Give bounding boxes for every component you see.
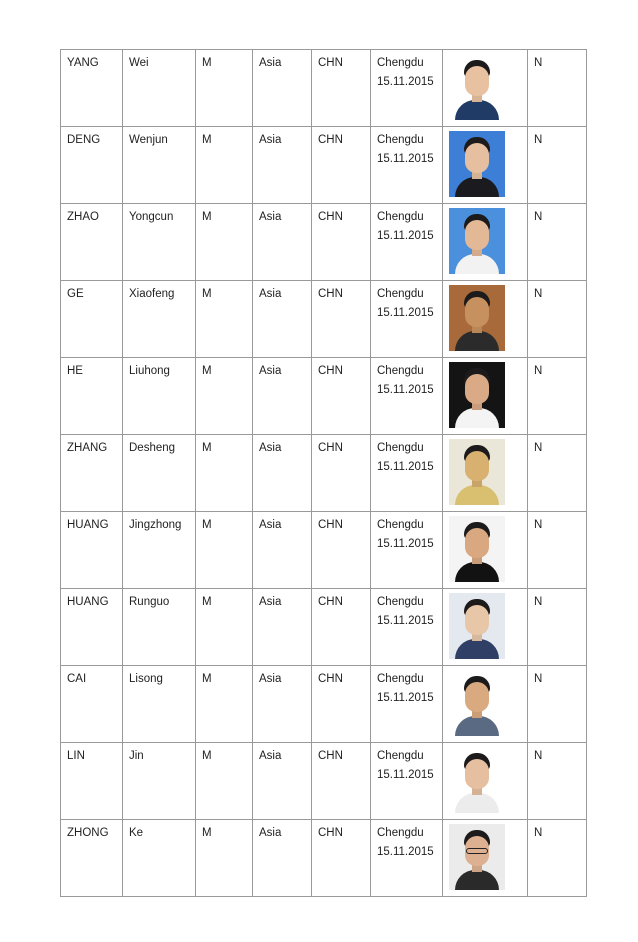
portrait-photo — [449, 516, 505, 582]
given-name-cell: Xiaofeng — [123, 281, 196, 358]
sex-cell: M — [196, 358, 253, 435]
given-name-cell: Jin — [123, 743, 196, 820]
given-name-cell: Liuhong — [123, 358, 196, 435]
flag-cell: N — [528, 435, 587, 512]
glasses-icon — [466, 848, 488, 854]
photo-face — [465, 451, 489, 481]
country-cell: CHN — [312, 358, 371, 435]
table-row — [61, 512, 587, 589]
region-cell: Asia — [253, 820, 312, 897]
date-text: 15.11.2015 — [377, 153, 434, 165]
surname-cell: YANG — [61, 50, 123, 127]
place-date-cell — [371, 435, 443, 512]
surname-cell: LIN — [61, 743, 123, 820]
city-text: Chengdu — [377, 519, 424, 531]
country-cell: CHN — [312, 512, 371, 589]
given-name-cell: Desheng — [123, 435, 196, 512]
flag-cell: N — [528, 666, 587, 743]
sex-cell: M — [196, 435, 253, 512]
surname-cell: ZHONG — [61, 820, 123, 897]
given-name-cell: Wenjun — [123, 127, 196, 204]
place-date-cell — [371, 512, 443, 589]
table-row — [61, 666, 587, 743]
region-cell: Asia — [253, 358, 312, 435]
photo-cell — [443, 820, 528, 897]
country-cell: CHN — [312, 435, 371, 512]
country-cell: CHN — [312, 743, 371, 820]
sex-cell: M — [196, 820, 253, 897]
portrait-photo — [449, 747, 505, 813]
date-text: 15.11.2015 — [377, 307, 434, 319]
region-cell: Asia — [253, 50, 312, 127]
city-text: Chengdu — [377, 673, 424, 685]
portrait-photo — [449, 593, 505, 659]
portrait-photo — [449, 439, 505, 505]
table-row — [61, 589, 587, 666]
surname-cell: DENG — [61, 127, 123, 204]
table-row — [61, 358, 587, 435]
photo-cell — [443, 512, 528, 589]
photo-cell — [443, 435, 528, 512]
photo-face — [465, 374, 489, 404]
region-cell: Asia — [253, 435, 312, 512]
photo-cell — [443, 743, 528, 820]
place-date-cell — [371, 127, 443, 204]
portrait-photo — [449, 285, 505, 351]
portrait-photo — [449, 824, 505, 890]
city-text: Chengdu — [377, 442, 424, 454]
place-date-cell — [371, 358, 443, 435]
flag-cell: N — [528, 281, 587, 358]
surname-cell: ZHANG — [61, 435, 123, 512]
sex-cell: M — [196, 281, 253, 358]
country-cell: CHN — [312, 50, 371, 127]
table-row — [61, 743, 587, 820]
sex-cell: M — [196, 204, 253, 281]
roster-table — [60, 49, 587, 897]
table-row — [61, 204, 587, 281]
place-date-cell — [371, 820, 443, 897]
sex-cell: M — [196, 512, 253, 589]
given-name-cell: Jingzhong — [123, 512, 196, 589]
photo-face — [465, 220, 489, 250]
place-date-cell — [371, 50, 443, 127]
country-cell: CHN — [312, 666, 371, 743]
city-text: Chengdu — [377, 365, 424, 377]
photo-face — [465, 682, 489, 712]
place-date-cell — [371, 666, 443, 743]
surname-cell: CAI — [61, 666, 123, 743]
sex-cell: M — [196, 50, 253, 127]
date-text: 15.11.2015 — [377, 230, 434, 242]
place-date-cell — [371, 204, 443, 281]
date-text: 15.11.2015 — [377, 615, 434, 627]
flag-cell: N — [528, 820, 587, 897]
photo-cell — [443, 281, 528, 358]
photo-cell — [443, 589, 528, 666]
given-name-cell: Lisong — [123, 666, 196, 743]
surname-cell: HUANG — [61, 512, 123, 589]
flag-cell: N — [528, 127, 587, 204]
given-name-cell: Yongcun — [123, 204, 196, 281]
city-text: Chengdu — [377, 211, 424, 223]
given-name-cell: Runguo — [123, 589, 196, 666]
photo-face — [465, 605, 489, 635]
country-cell: CHN — [312, 820, 371, 897]
date-text: 15.11.2015 — [377, 76, 434, 88]
photo-cell — [443, 358, 528, 435]
date-text: 15.11.2015 — [377, 846, 434, 858]
table-row — [61, 127, 587, 204]
date-text: 15.11.2015 — [377, 461, 434, 473]
photo-cell — [443, 666, 528, 743]
portrait-photo — [449, 131, 505, 197]
region-cell: Asia — [253, 743, 312, 820]
flag-cell: N — [528, 589, 587, 666]
country-cell: CHN — [312, 204, 371, 281]
place-date-cell — [371, 589, 443, 666]
table-row — [61, 281, 587, 358]
flag-cell: N — [528, 204, 587, 281]
region-cell: Asia — [253, 204, 312, 281]
region-cell: Asia — [253, 512, 312, 589]
place-date-cell — [371, 281, 443, 358]
city-text: Chengdu — [377, 750, 424, 762]
city-text: Chengdu — [377, 596, 424, 608]
sex-cell: M — [196, 666, 253, 743]
photo-face — [465, 66, 489, 96]
photo-cell — [443, 127, 528, 204]
portrait-photo — [449, 54, 505, 120]
city-text: Chengdu — [377, 134, 424, 146]
surname-cell: GE — [61, 281, 123, 358]
surname-cell: HE — [61, 358, 123, 435]
portrait-photo — [449, 670, 505, 736]
table-row — [61, 50, 587, 127]
photo-face — [465, 759, 489, 789]
date-text: 15.11.2015 — [377, 538, 434, 550]
region-cell: Asia — [253, 281, 312, 358]
flag-cell: N — [528, 512, 587, 589]
date-text: 15.11.2015 — [377, 692, 434, 704]
photo-face — [465, 297, 489, 327]
region-cell: Asia — [253, 666, 312, 743]
flag-cell: N — [528, 743, 587, 820]
roster-body — [61, 50, 587, 897]
country-cell: CHN — [312, 589, 371, 666]
sex-cell: M — [196, 589, 253, 666]
country-cell: CHN — [312, 281, 371, 358]
date-text: 15.11.2015 — [377, 384, 434, 396]
sex-cell: M — [196, 127, 253, 204]
table-row — [61, 435, 587, 512]
city-text: Chengdu — [377, 827, 424, 839]
place-date-cell — [371, 743, 443, 820]
surname-cell: ZHAO — [61, 204, 123, 281]
photo-cell — [443, 204, 528, 281]
portrait-photo — [449, 208, 505, 274]
portrait-photo — [449, 362, 505, 428]
date-text: 15.11.2015 — [377, 769, 434, 781]
region-cell: Asia — [253, 127, 312, 204]
city-text: Chengdu — [377, 288, 424, 300]
flag-cell: N — [528, 50, 587, 127]
given-name-cell: Wei — [123, 50, 196, 127]
surname-cell: HUANG — [61, 589, 123, 666]
sex-cell: M — [196, 743, 253, 820]
table-row — [61, 820, 587, 897]
photo-cell — [443, 50, 528, 127]
photo-face — [465, 143, 489, 173]
region-cell: Asia — [253, 589, 312, 666]
country-cell: CHN — [312, 127, 371, 204]
flag-cell: N — [528, 358, 587, 435]
photo-face — [465, 528, 489, 558]
city-text: Chengdu — [377, 57, 424, 69]
given-name-cell: Ke — [123, 820, 196, 897]
